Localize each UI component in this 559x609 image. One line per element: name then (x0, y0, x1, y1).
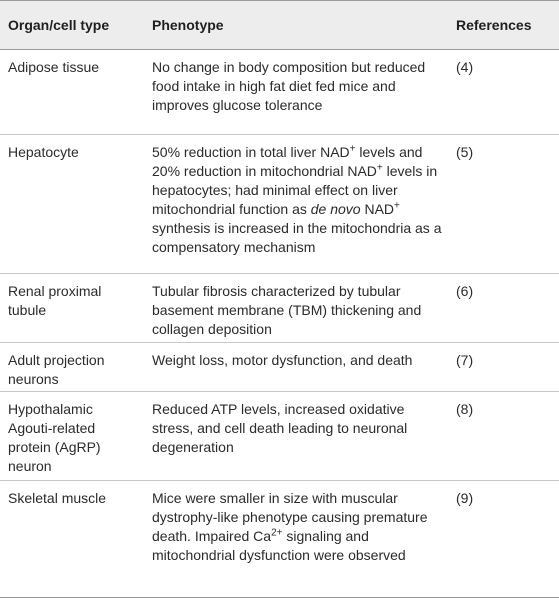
organ-cell: Adipose tissue (0, 50, 144, 135)
phenotype-text: signaling and mitochondrial dysfunction were observed (152, 528, 406, 563)
organ-cell: Renal proximal tubule (0, 274, 144, 343)
superscript: + (376, 162, 383, 174)
reference-cell: (9) (448, 481, 559, 598)
table-header-row (0, 1, 559, 50)
phenotype-text: levels and 20% reduction in mitochondrial NAD (152, 144, 423, 179)
phenotype-text: Mice were smaller in size with muscular dystrophy-like phenotype causing premature death. Impaired Ca (152, 490, 428, 544)
organ-cell: Hypothalamic Agouti-related protein (AgRP) neuron (0, 392, 144, 481)
phenotype-cell: Tubular fibrosis characterized by tubular basement membrane (TBM) thickening and collagen deposition (144, 274, 448, 343)
table-row (0, 392, 559, 481)
phenotype-text: 50% reduction in total liver NAD (152, 144, 350, 160)
reference-cell: (6) (448, 274, 559, 343)
table-row (0, 343, 559, 392)
phenotype-cell: No change in body composition but reduced food intake in high fat diet fed mice and improves glucose tolerance (144, 50, 448, 135)
reference-cell: (5) (448, 135, 559, 274)
organ-cell: Skeletal muscle (0, 481, 144, 598)
table-row (0, 50, 559, 135)
phenotype-cell (144, 135, 448, 274)
phenotype-cell: Weight loss, motor dysfunction, and death (144, 343, 448, 392)
reference-cell: (4) (448, 50, 559, 135)
header-phenotype: Phenotype (144, 1, 448, 50)
table-row (0, 481, 559, 598)
header-organ-cell-type: Organ/cell type (0, 1, 144, 50)
superscript: + (349, 143, 356, 155)
reference-cell: (7) (448, 343, 559, 392)
table-row (0, 135, 559, 274)
phenotype-text: NAD (360, 201, 395, 217)
superscript: 2+ (271, 527, 283, 539)
phenotype-cell (144, 481, 448, 598)
organ-cell: Adult projection neurons (0, 343, 144, 392)
organ-cell: Hepatocyte (0, 135, 144, 274)
header-references: References (448, 1, 559, 50)
superscript: + (394, 200, 400, 212)
phenotype-text: levels in hepatocytes; had minimal effect on liver mitochondrial function as (152, 163, 438, 217)
reference-cell: (8) (448, 392, 559, 481)
italic-text: de novo (310, 201, 361, 217)
phenotype-text: synthesis is increased in the mitochondria as a compensatory mechanism (152, 220, 442, 255)
table-row (0, 274, 559, 343)
phenotype-cell: Reduced ATP levels, increased oxidative stress, and cell death leading to neuronal degeneration (144, 392, 448, 481)
